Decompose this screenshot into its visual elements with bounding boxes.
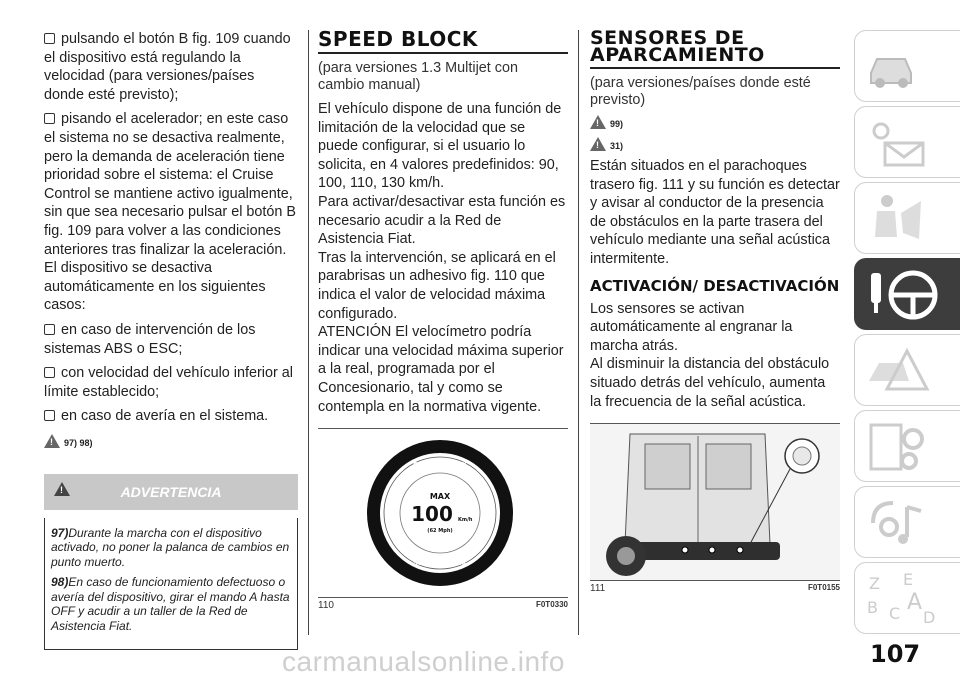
multimedia-icon xyxy=(863,493,933,553)
svg-text:SPEED BLOCK: SPEED BLOCK xyxy=(412,559,468,568)
emergency-icon xyxy=(863,341,933,401)
tab-multimedia[interactable] xyxy=(854,486,960,558)
svg-text:A: A xyxy=(907,590,923,615)
tab-index[interactable] xyxy=(854,562,960,634)
warning-lights-icon xyxy=(863,113,933,173)
figure-110 xyxy=(318,428,568,598)
svg-text:D: D xyxy=(923,608,936,627)
warning-triangle-icon: ! xyxy=(54,482,70,496)
section-subtitle: (para versiones 1.3 Multijet con cambio manual) xyxy=(318,60,518,93)
safety-icon xyxy=(863,189,933,249)
column-divider xyxy=(308,30,309,635)
maintenance-icon xyxy=(863,417,933,477)
bullet-square-icon xyxy=(44,410,55,421)
figure-111 xyxy=(590,423,840,581)
paragraph: Para activar/desactivar esta función es necesario acudir a la Red de Asistencia Fiat. xyxy=(318,193,566,248)
warning-triangle-icon: ! xyxy=(44,434,60,448)
page-number: 107 xyxy=(870,640,921,668)
section-title: SPEED BLOCK xyxy=(318,30,568,54)
watermark: carmanualsonline.info xyxy=(282,646,565,677)
bullet-square-icon xyxy=(44,33,55,44)
tab-maintenance[interactable] xyxy=(854,410,960,482)
tab-emergency[interactable] xyxy=(854,334,960,406)
svg-text:Z: Z xyxy=(869,574,880,593)
paragraph: El vehículo dispone de una función de limitación de la velocidad que se puede configurar, si el usuario lo solicita, en 4 valores predefinidos: 90, 100, 110, 130 km/h. xyxy=(318,101,562,192)
paragraph: Tras la intervención, se aplicará en el parabrisas un adhesivo fig. 110 que indica el valor de velocidad máxima configurado. xyxy=(318,249,556,322)
paragraph: El dispositivo se desactiva automáticamente en los siguientes casos: xyxy=(44,260,266,314)
figure-code: F0T0155 xyxy=(807,583,840,593)
warning-triangle-icon: ! xyxy=(590,115,606,129)
tab-car-info[interactable] xyxy=(854,30,960,102)
sticker-value: 100 xyxy=(411,502,453,527)
subsection-title: ACTIVACIÓN/ DESACTIVACIÓN xyxy=(590,276,840,295)
advertencia-title: ADVERTENCIA xyxy=(120,483,222,500)
bullet-item: pulsando el botón B fig. 109 cuando el dispositivo está regulando la velocidad (para versiones/países donde esté previsto); xyxy=(44,31,291,103)
warning-note: 98)En caso de funcionamiento defectuoso o avería del dispositivo, girar el mando A hasta OFF y acudir a un taller de la Red de Asistencia Fiat. xyxy=(51,575,290,633)
figure-number: 111 xyxy=(590,583,606,595)
advertencia-box xyxy=(44,518,298,651)
index-icon xyxy=(863,569,943,629)
bullet-square-icon xyxy=(44,367,55,378)
section-subtitle: (para versiones/países donde esté previsto) xyxy=(590,75,811,108)
paragraph: Los sensores se activan automáticamente al engranar la marcha atrás. xyxy=(590,300,793,354)
svg-text:E: E xyxy=(903,570,914,589)
advertencia-header xyxy=(44,474,298,510)
svg-text:B: B xyxy=(867,598,878,617)
bullet-square-icon xyxy=(44,324,55,335)
tab-safety[interactable] xyxy=(854,182,960,254)
figure-number: 110 xyxy=(318,600,334,612)
column-3 xyxy=(590,27,840,595)
warning-reference: ! 99) xyxy=(590,115,840,129)
column-divider xyxy=(578,30,579,635)
warning-reference: ! 31) xyxy=(590,137,840,151)
paragraph: ATENCIÓN El velocímetro podría indicar una velocidad máxima superior a la real, programada por el Concesionario, tal y como se contempla en la normativa vigente. xyxy=(318,324,564,415)
bullet-item: pisando el acelerador; en este caso el sistema no se desactiva realmente, pero la demanda de aceleración tiene prioridad sobre el sistema: el Cruise Control se mantiene activo igualmente, sin que sea necesario pulsar el botón B fig. 109 para volver a las condiciones anteriores tras finalizar la aceleración. xyxy=(44,111,296,258)
svg-text:SPEED BLOCK: SPEED BLOCK xyxy=(412,461,468,470)
warning-note: 97)Durante la marcha con el dispositivo activado, no poner la palanca de cambios en punto muerto. xyxy=(51,525,290,569)
sticker-mph: (62 Mph) xyxy=(427,528,453,535)
van-rear-bumper-image xyxy=(590,424,840,580)
bullet-item: en caso de avería en el sistema. xyxy=(44,407,298,426)
sticker-max-label: MAX xyxy=(429,492,451,502)
driving-icon xyxy=(863,265,943,325)
svg-text:C: C xyxy=(889,604,901,623)
car-info-icon xyxy=(863,37,923,97)
paragraph: Al disminuir la distancia del obstáculo situado detrás del vehículo, aumenta la frecuencia de la señal acústica. xyxy=(590,356,830,410)
warning-refs-text: 97) 98) xyxy=(64,437,93,448)
bullet-item: en caso de intervención de los sistemas ABS o ESC; xyxy=(44,321,256,357)
warning-references xyxy=(44,434,298,448)
bullet-square-icon xyxy=(44,113,55,124)
figure-caption xyxy=(590,583,840,594)
paragraph: Están situados en el parachoques trasero fig. 111 y su función es detectar y avisar al conductor de la presencia de obstáculos en la parte trasera del vehículo mediante una señal acústica intermitente. xyxy=(590,158,840,267)
column-1 xyxy=(44,30,298,650)
tab-warning-lights[interactable] xyxy=(854,106,960,178)
tab-driving[interactable] xyxy=(854,258,960,330)
figure-caption xyxy=(318,600,568,611)
sticker-unit: Km/h xyxy=(458,517,473,524)
warning-triangle-icon: ! xyxy=(590,137,606,151)
column-2 xyxy=(318,27,568,612)
speed-block-sticker-image xyxy=(318,429,568,597)
bullet-item: con velocidad del vehículo inferior al límite establecido; xyxy=(44,365,293,400)
section-title: SENSORES DE APARCAMIENTO xyxy=(590,30,840,69)
figure-code: F0T0330 xyxy=(535,600,568,610)
